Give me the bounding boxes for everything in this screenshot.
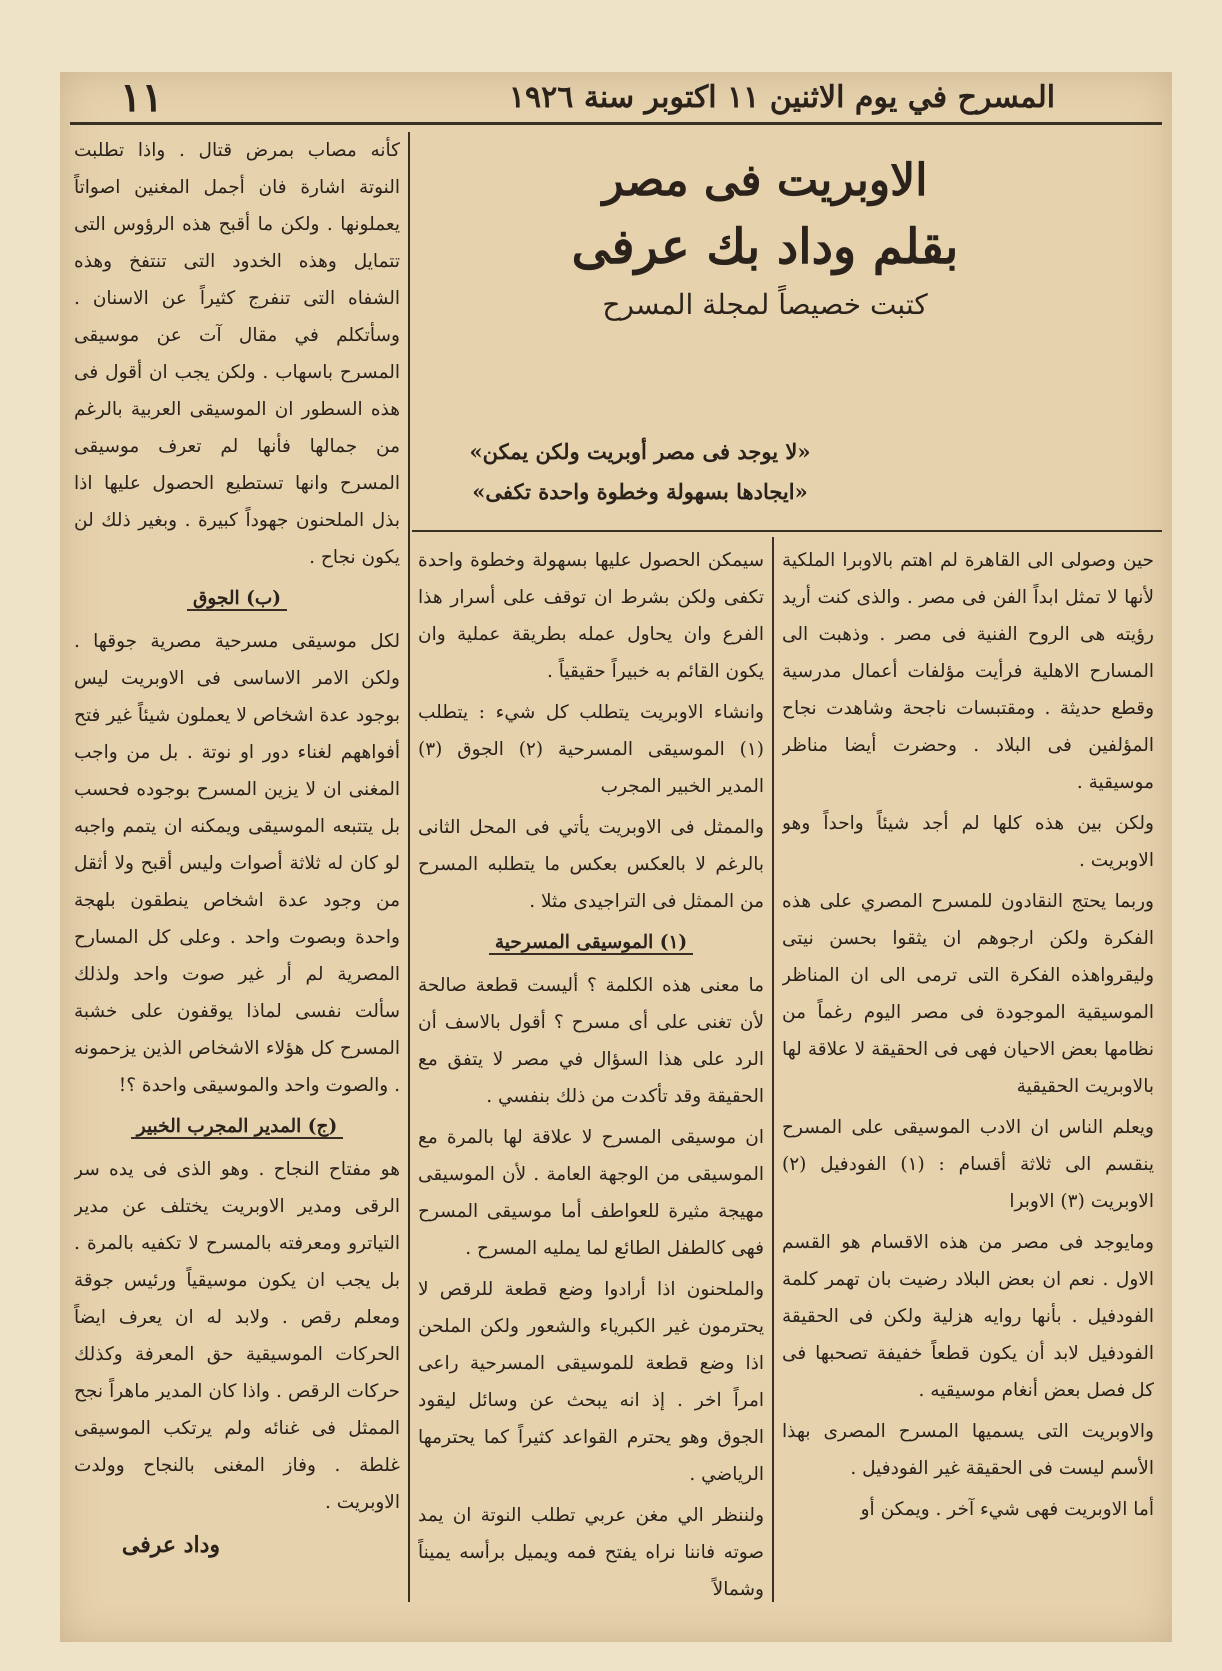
section-heading-text: (ب) الجوق xyxy=(187,588,287,611)
article-title: الاوبريت فى مصر xyxy=(602,155,928,206)
paragraph: ويعلم الناس ان الادب الموسيقى على المسرح ينقسم الى ثلاثة أقسام : (١) الفودفيل (٢) الاوبريت (٣) الاوبرا xyxy=(782,1117,1154,1212)
column-rule-right xyxy=(772,537,774,1602)
paragraph: والملحنون اذا أرادوا وضع قطعة للرقص لا يحترمون غير الكبرياء والشعور ولكن الملحن اذا وضع قطعة للموسيقى المسرحية راعى امراً اخر . إذ انه يبحث عن وسائل ليقود الجوق وهو يحترم القواعد كثيراً كما يحترمها الرياضي . xyxy=(418,1279,764,1485)
column-left xyxy=(74,132,400,1522)
masthead-title: المسرح في يوم الاثنين ١١ اكتوبر سنة ١٩٢٦ xyxy=(508,80,1056,115)
section-heading xyxy=(74,580,400,617)
paragraph: والاوبريت التى يسميها المسرح المصرى بهذا الأسم ليست فى الحقيقة غير الفودفيل . xyxy=(782,1421,1154,1479)
paragraph: والممثل فى الاوبريت يأتي فى المحل الثانى بالرغم لا بالعكس بعكس ما يتطلبه المسرح من الممثل فى التراجيدى مثلا . xyxy=(418,817,764,912)
column-right xyxy=(782,542,1154,1622)
paragraph: ولكن بين هذه كلها لم أجد شيئاً واحداً وهو الاوبريت . xyxy=(782,813,1154,871)
paragraph: سيمكن الحصول عليها بسهولة وخطوة واحدة تكفى ولكن بشرط ان توقف على أسرار هذا الفرع وان يحاول عمله بطريقة عملية وان يكون القائم به خبيراً حقيقياً . xyxy=(418,550,764,682)
paragraph: ما معنى هذه الكلمة ؟ أليست قطعة صالحة لأن تغنى على أى مسرح ؟ أقول بالاسف أن الرد على هذا السؤال في مصر لا يتفق مع الحقيقة وقد تأكدت من ذلك بنفسي . xyxy=(418,975,764,1107)
section-heading-text: (١) الموسيقى المسرحية xyxy=(489,932,693,955)
pullquote-line: «ايجادها بسهولة وخطوة واحدة تكفى» xyxy=(472,479,808,504)
paragraph: ومايوجد فى مصر من هذه الاقسام هو القسم الاول . نعم ان بعض البلاد رضيت بان تهمر كلمة الفودفيل . بأنها روايه هزلية ولكن فى الحقيقة الفودفيل لابد أن يكون قطعاً خفيفة تصحبها فى كل فصل بعض أنغام موسيقيه . xyxy=(782,1232,1154,1401)
paragraph: أما الاوبريت فهى شيء آخر . ويمكن أو xyxy=(860,1499,1154,1520)
paragraph: ولننظر الي مغن عربي تطلب النوتة ان يمد صوته فاننا نراه يفتح فمه ويميل برأسه يميناً وشمالاً xyxy=(418,1505,764,1600)
article-header xyxy=(410,150,1120,328)
newspaper-page xyxy=(60,72,1172,1642)
paragraph: حين وصولى الى القاهرة لم اهتم بالاوبرا الملكية لأنها لا تمثل ابداً الفن فى مصر . والذى كنت أريد رؤيته هى الروح الفنية فى مصر . وذهبت الى المسارح الاهلية فرأيت مؤلفات أعمال مدرسية وقطع حديثة . ومقتبسات ناجحة وشاهدت نجاح المؤلفين فى البلاد . وحضرت أيضا مناظر موسيقية . xyxy=(782,550,1154,793)
headline-rule xyxy=(412,530,1162,532)
pullquote xyxy=(440,432,840,512)
section-heading xyxy=(74,1108,400,1145)
paragraph: هو مفتاح النجاح . وهو الذى فى يده سر الرقى ومدير الاوبريت يختلف عن مدير التياترو ومعرفته بالمسرح لا تكفيه بالمرة . بل يجب ان يكون موسيقياً ورئيس جوقة ومعلم رقص . ولابد له ان يعرف ايضاً الحركات الموسيقية حق المعرفة وكذلك حركات الرقص . واذا كان المدير ماهراً نجح الممثل فى غنائه ولم يرتكب الموسيقى غلطة . وفاز المغنى بالنجاح وولدت الاوبريت . xyxy=(74,1159,400,1513)
article-byline: بقلم وداد بك عرفى xyxy=(571,219,959,275)
paragraph: لكل موسيقى مسرحية مصرية جوقها . ولكن الامر الاساسى فى الاوبريت ليس بوجود عدة اشخاص لا يعملون شيئاً غير فتح أفواههم لغناء دور او نوتة . بل من واجب المغنى ان لا يزين المسرح بوجوده فحسب بل يتتبعه الموسيقى ويمكنه ان يتمم واجبه لو كان له ثلاثة أصوات وليس أقبح ولا أثقل من وجود عدة اشخاص ينطقون بلهجة واحدة وبصوت واحد . وعلى كل المسارح المصرية لم أر غير صوت واحد ولذلك سألت نفسى لماذا يوقفون على خشبة المسرح كل هؤلاء الاشخاص الذين يزحمونه . والصوت واحد والموسيقى واحدة ؟! xyxy=(74,631,400,1096)
masthead-rule xyxy=(70,122,1162,125)
page-number: ١١ xyxy=(120,74,163,121)
pullquote-line: «لا يوجد فى مصر أوبريت ولكن يمكن» xyxy=(469,439,811,464)
column-middle xyxy=(418,542,764,1622)
paragraph: وربما يحتج النقادون للمسرح المصري على هذه الفكرة ولكن ارجوهم ان يثقوا بحسن نيتى وليقرواهذه الفكرة التى ترمى الى ان المناظر الموسيقية الموجودة فى مصر اليوم رغماً من نظامها بعض الاحيان فهى فى الحقيقة لا علاقة لها بالاوبريت الحقيقية xyxy=(782,891,1154,1097)
section-heading-text: (ج) المدير المجرب الخبير xyxy=(131,1116,343,1139)
paragraph: وانشاء الاوبريت يتطلب كل شيء : يتطلب (١) الموسيقى المسرحية (٢) الجوق (٣) المدير الخبير المجرب xyxy=(418,702,764,797)
column-rule-left xyxy=(408,132,410,1602)
section-heading xyxy=(418,924,764,961)
paragraph: كأنه مصاب بمرض قتال . واذا تطلبت النوتة اشارة فان أجمل المغنين اصواتاً يعملونها . ولكن ما أقبح هذه الرؤوس التى تتمايل وهذه الخدود التى تنتفخ وهذه الشفاه التى تنفرج كثيراً عن الاسنان . وسأتكلم في مقال آت عن موسيقى المسرح باسهاب . ولكن يجب ان أقول فى هذه السطور ان الموسيقى العربية بالرغم من جمالها فأنها لم تعرف موسيقى المسرح وانها تستطيع الحصول عليها اذا بذل الملحنون جهوداً كبيرة . وبغير ذلك لن يكون نجاح . xyxy=(74,140,400,568)
paragraph: ان موسيقى المسرح لا علاقة لها بالمرة مع الموسيقى من الوجهة العامة . لأن الموسيقى مهيجة مثيرة للعواطف أما موسيقى المسرح فهى كالطفل الطائع لما يمليه المسرح . xyxy=(418,1127,764,1259)
article-subtitle: كتبت خصيصاً لمجلة المسرح xyxy=(602,288,928,321)
author-signature: وداد عرفى xyxy=(121,1532,220,1558)
